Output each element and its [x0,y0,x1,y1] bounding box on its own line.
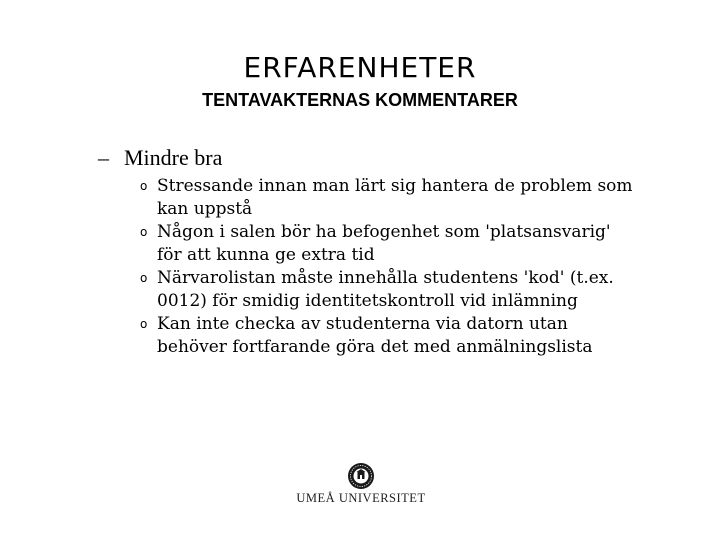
university-logo [296,462,426,508]
list-item-text: Stressande innan man lärt sig hantera de problem som kan uppstå [157,176,633,219]
section-label: Mindre bra [124,145,223,170]
slide-subtitle: TENTAVAKTERNAS KOMMENTARER [202,90,518,110]
bullet-marker: o [140,225,148,239]
list-item-text: Närvarolistan måste innehålla studentens 'kod' (t.ex. 0012) för smidig identitetskontroll vid inlämning [157,268,614,311]
section-heading [98,144,222,172]
list-item [140,313,640,359]
bullet-marker: o [140,271,148,285]
bullet-marker: o [140,179,148,193]
dash-marker: – [98,145,109,170]
list-item [140,175,640,221]
list-item [140,267,640,313]
university-seal-icon [347,462,375,490]
slide-title: ERFARENHETER [243,51,477,84]
bullet-list [140,175,640,359]
logo-text: UMEÅ UNIVERSITET [296,491,426,505]
bullet-marker: o [140,317,148,331]
list-item-text: Någon i salen bör ha befogenhet som 'platsansvarig' för att kunna ge extra tid [157,222,611,265]
list-item [140,221,640,267]
list-item-text: Kan inte checka av studenterna via datorn utan behöver fortfarande göra det med anmälningslista [157,314,593,357]
